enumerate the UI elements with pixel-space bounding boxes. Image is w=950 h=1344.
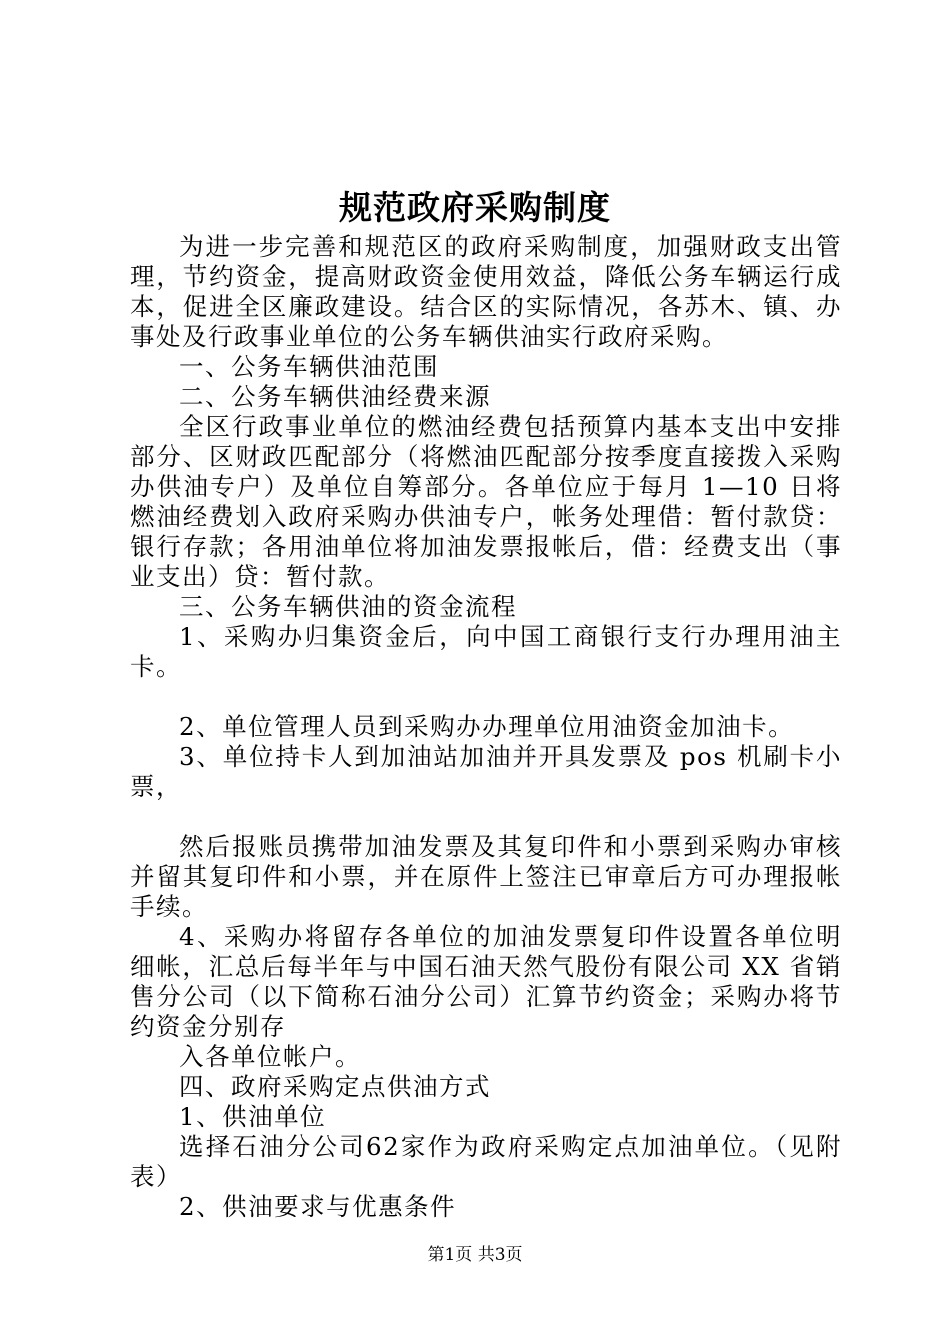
paragraph-supplier-selection: 选择石油分公司62家作为政府采购定点加油单位。（见附表）: [130, 1132, 842, 1191]
paragraph-step-3: 3、单位持卡人到加油站加油并开具发票及 pos 机刷卡小票，: [130, 742, 842, 801]
heading-section-4: 四、政府采购定点供油方式: [179, 1072, 491, 1101]
paragraph-intro: 为进一步完善和规范区的政府采购制度，加强财政支出管理，节约资金，提高财政资金使用效益，降低公务车辆运行成本，促进全区廉政建设。结合区的实际情况，各苏木、镇、办事处及行政事业单位的公务车辆供油实行政府采购。: [130, 232, 842, 351]
paragraph-funding-source: 全区行政事业单位的燃油经费包括预算内基本支出中安排部分、区财政匹配部分（将燃油匹配部分按季度直接拨入采购办供油专户）及单位自筹部分。各单位应于每月 1—10 日将燃油经费划入政府采购办供油专户，帐务处理借：暂付款贷：银行存款；各用油单位将加油发票报帐后，借：经费支出（事业支出）贷：暂付款。: [130, 412, 842, 591]
heading-section-2: 二、公务车辆供油经费来源: [179, 382, 491, 411]
page-number-footer: 第1页 共3页: [427, 1245, 523, 1265]
subheading-requirements: 2、供油要求与优惠条件: [179, 1192, 457, 1221]
subheading-supplier: 1、供油单位: [179, 1102, 327, 1131]
paragraph-step-4-continued: 入各单位帐户。: [179, 1042, 361, 1071]
paragraph-step-1: 1、采购办归集资金后，向中国工商银行支行办理用油主卡。: [130, 622, 842, 681]
document-title: 规范政府采购制度: [339, 188, 611, 227]
document-body: [130, 232, 842, 1222]
paragraph-step-2: 2、单位管理人员到采购办办理单位用油资金加油卡。: [179, 712, 795, 741]
paragraph-step-3-continued: 然后报账员携带加油发票及其复印件和小票到采购办审核并留其复印件和小票，并在原件上签注已审章后方可办理报帐手续。: [130, 832, 842, 921]
heading-section-3: 三、公务车辆供油的资金流程: [179, 592, 517, 621]
paragraph-step-4: 4、采购办将留存各单位的加油发票复印件设置各单位明细帐，汇总后每半年与中国石油天然气股份有限公司 XX 省销售分公司（以下简称石油分公司）汇算节约资金；采购办将节约资金分别存: [130, 922, 842, 1041]
heading-section-1: 一、公务车辆供油范围: [179, 352, 439, 381]
